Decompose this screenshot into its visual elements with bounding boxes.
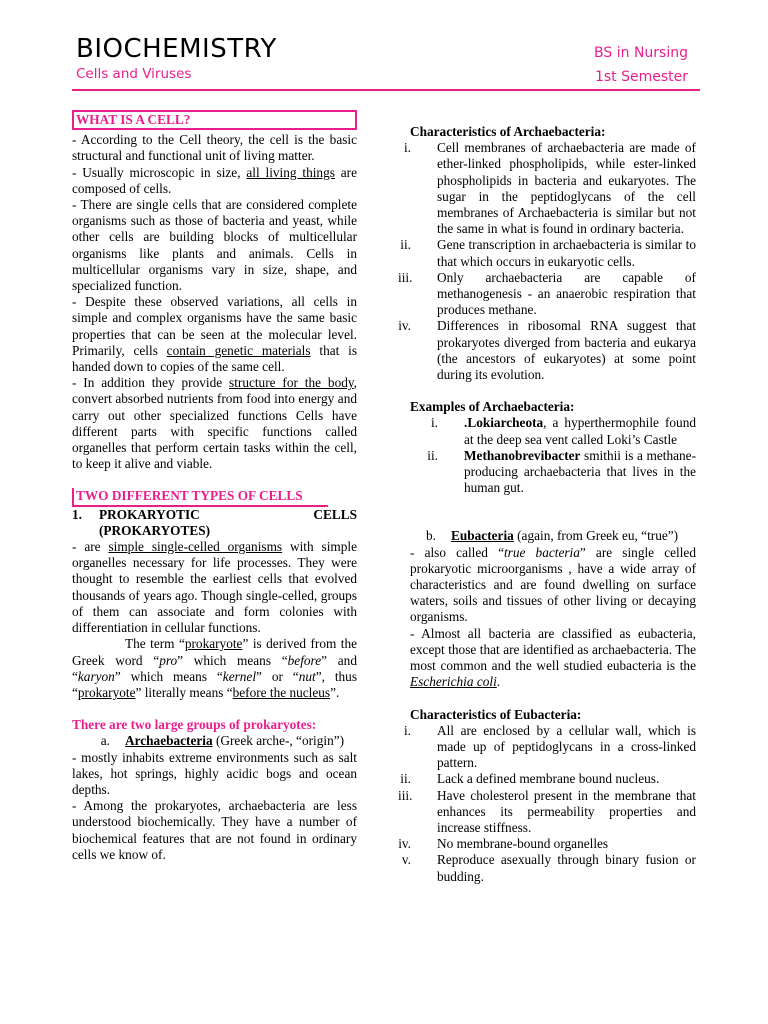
list-item: iv. Differences in ribosomal RNA suggest that prokaryotes diverged from bacteria and eukarya (the ancestors of eukaryotes) at some point during its evolution. bbox=[398, 318, 696, 383]
list-item: ii. Lack a defined membrane bound nucleus. bbox=[400, 771, 660, 787]
list-item: ii. Gene transcription in archaebacteria is similar to that which occurs in eukaryotic cells. bbox=[400, 237, 696, 269]
list-item-archaebacteria: a. Archaebacteria (Greek arche-, “origin”) bbox=[100, 733, 345, 749]
document-title: BIOCHEMISTRY bbox=[76, 34, 277, 64]
paragraph: - Despite these observed variations, all cells in simple and complex organisms have the same basic properties that can be seen at the molecular level. Primarily, cells contain genetic materials that is handed down to copies of the same cell. bbox=[72, 294, 357, 375]
document-subtitle: Cells and Viruses bbox=[76, 66, 192, 82]
list-item-lokiarcheota: i. .Lokiarcheota, a hyperthermophile found at the deep sea vent called Loki’s Castle bbox=[430, 415, 696, 447]
paragraph: - There are single cells that are considered complete organisms such as those of bacteria and yeast, while other cells are building blocks of multicellular organisms like plants and animals. Cells in multicellular organisms vary in size, shape, and specialized function. bbox=[72, 197, 357, 294]
list-item-prokaryotic: 1. PROKARYOTIC CELLS (PROKARYOTES) bbox=[72, 506, 357, 538]
list-item-eubacteria: b. Eubacteria (again, from Greek eu, “true”) bbox=[426, 528, 679, 544]
arch-characteristics-list bbox=[398, 140, 696, 383]
groups-heading: There are two large groups of prokaryotes: bbox=[72, 717, 317, 733]
paragraph: - According to the Cell theory, the cell is the basic structural and functional unit of living matter. bbox=[72, 132, 357, 164]
arch-examples-heading: Examples of Archaebacteria: bbox=[410, 399, 575, 415]
list-item: iii. Only archaebacteria are capable of methanogenesis - an anaerobic respiration that produces methane. bbox=[398, 269, 696, 318]
section-heading-types-of-cells: TWO DIFFERENT TYPES OF CELLS bbox=[72, 488, 328, 506]
eub-characteristics-list bbox=[398, 723, 696, 885]
arch-characteristics-heading: Characteristics of Archaebacteria: bbox=[410, 124, 606, 139]
left-column bbox=[72, 110, 357, 863]
section-heading-what-is-a-cell: WHAT IS A CELL? bbox=[72, 110, 357, 130]
list-item: v. Reproduce asexually through binary fusion or budding. bbox=[401, 852, 696, 884]
list-item: i. All are enclosed by a cellular wall, which is made up of peptidoglycans in a cross-linked pattern. bbox=[403, 722, 696, 771]
paragraph: - Among the prokaryotes, archaebacteria are less understood biochemically. They have a number of biochemical features that are not found in ordinary cells we know of. bbox=[72, 798, 357, 862]
paragraph: - also called “true bacteria” are single celled prokaryotic microorganisms , have a wide array of characteristics and are found dwelling on surface waters, soils and tissues of other living or decaying organisms. bbox=[410, 544, 696, 625]
eub-characteristics-heading: Characteristics of Eubacteria: bbox=[410, 706, 582, 722]
semester-label: 1st Semester bbox=[594, 69, 688, 85]
paragraph: - In addition they provide structure for the body, convert absorbed nutrients from food into energy and carry out other specialized functions Cells have different parts with specific functions called organelles that perform certain tasks within the cell, to keep it alive and viable. bbox=[72, 375, 357, 472]
header-divider bbox=[72, 89, 700, 91]
list-item: iii. Have cholesterol present in the membrane that enhances its permeability properties and increase stiffness. bbox=[398, 787, 696, 835]
paragraph: - are simple single-celled organisms with simple organelles necessary for life processes. They were thought to resemble the earliest cells that evolved thousands of years ago. Though single-celled, groups of them can associate and form colonies with differentiation in cellular functions. bbox=[72, 539, 357, 636]
paragraph: - Usually microscopic in size, all living things are composed of cells. bbox=[72, 164, 357, 196]
paragraph: The term “prokaryote” is derived from the Greek word “pro” which means “before” and “karyon” which means “kernel” or “nut”, thus “prokaryote” literally means “before the nucleus”. bbox=[72, 636, 358, 700]
list-item: iv. No membrane-bound organelles bbox=[398, 836, 609, 852]
right-column bbox=[398, 124, 696, 885]
list-item: i. Cell membranes of archaebacteria are made of ether-linked phospholipids, while ester-linked phospholipids in bacteria and eukaryotes. The sugar in the peptidoglycans of the cell membranes of Archaebacteria is similar but not the same in what is found in ordinary bacteria. bbox=[403, 140, 696, 237]
paragraph: - mostly inhabits extreme environments such as salt lakes, hot springs, highly acidic bogs and ocean depths. bbox=[72, 749, 357, 797]
program-label: BS in Nursing bbox=[594, 45, 688, 61]
list-item-methanobrevibacter: ii. Methanobrevibacter smithii is a methane-producing archaebacteria that lives in the human gut. bbox=[427, 447, 696, 496]
paragraph: - Almost all bacteria are classified as eubacteria, except those that are identified as archaebacteria. The most common and the well studied eubacteria is the Escherichia coli. bbox=[410, 625, 696, 690]
